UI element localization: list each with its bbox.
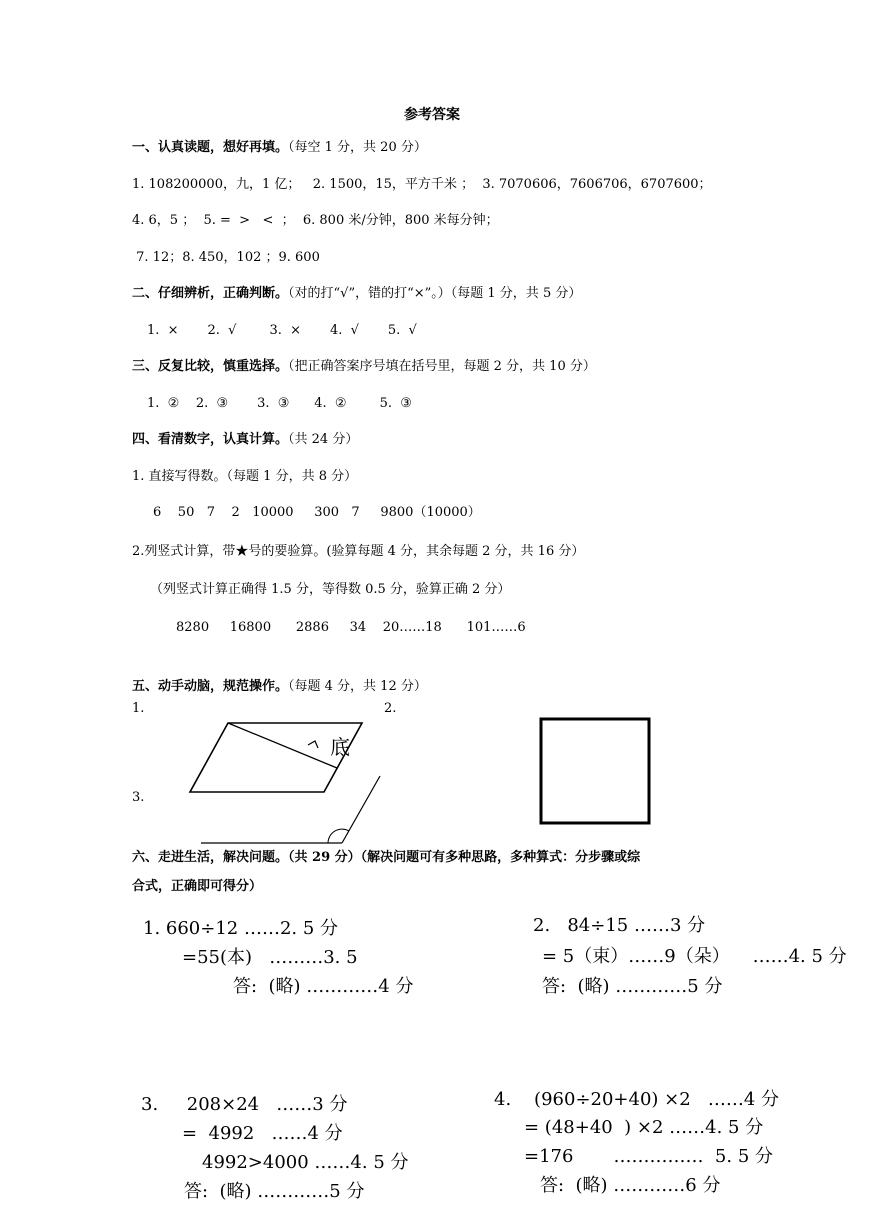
problem-6-4-line-2: = (48+40 ) ×2 ……4. 5 分 [524, 1117, 764, 1138]
section-6-heading-cont: 合式，正确即可得分） [132, 879, 263, 894]
section-4-heading: 四、看清数字，认真计算。 [132, 432, 289, 447]
section-3-heading: 三、反复比较，慎重选择。 [132, 359, 289, 374]
section-6-heading: 六、走进生活，解决问题。（共 29 分）（解决问题可有多种思路，多种算式：分步骤或综 [132, 850, 641, 865]
section-4-note: （共 24 分） [288, 432, 359, 447]
section-1-line-1: 1. 108200000，九，1 亿； 2. 1500，15，平方千米 ； 3. 7070606，7606706，6707600； [132, 177, 712, 192]
section-1-line-2: 4. 6，5 ； 5. = > < ； 6. 800 米/分钟，800 米每分钟； [132, 213, 499, 228]
section-4-sub-2: 2.列竖式计算，带★号的要验算。(验算每题 4 分，其余每题 2 分，共 16 分） [132, 544, 585, 559]
problem-1-label: 1. [132, 701, 145, 716]
section-2-answers: 1. × 2. √ 3. × 4. √ 5. √ [147, 323, 417, 338]
problem-6-1-line-1: 1. 660÷12 ……2. 5 分 [143, 918, 339, 939]
section-3-answers: 1. ② 2. ③ 3. ③ 4. ② 5. ③ [147, 396, 412, 411]
section-1-note: （每空 1 分，共 20 分） [288, 140, 427, 155]
problem-6-1-line-3: 答: (略) …………4 分 [233, 976, 414, 997]
problem-6-2-line-2: = 5（束）……9（朵） ……4. 5 分 [542, 946, 847, 967]
section-2-note: （对的打“√”，错的打“×”。）（每题 1 分，共 5 分） [288, 286, 582, 301]
problem-6-1-line-2: =55(本) ………3. 5 [182, 947, 358, 968]
problem-6-4-line-1: 4. (960÷20+40) ×2 ……4 分 [494, 1089, 780, 1110]
problem-6-2-line-1: 2. 84÷15 ……3 分 [533, 915, 706, 936]
problem-6-2-line-3: 答: (略) …………5 分 [542, 976, 723, 997]
section-3-note: （把正确答案序号填在括号里，每题 2 分，共 10 分） [288, 359, 596, 374]
base-label: 底 [330, 735, 350, 759]
section-5-heading: 五、动手动脑，规范操作。 [132, 679, 289, 694]
section-4-sub-1: 1. 直接写得数。（每题 1 分，共 8 分） [132, 469, 358, 484]
problem-3-label: 3. [132, 790, 145, 805]
section-4-sub-2-note: （列竖式计算正确得 1.5 分，等得数 0.5 分，验算正确 2 分） [150, 582, 511, 597]
square-figure [541, 719, 649, 823]
problem-2-label: 2. [384, 701, 397, 716]
section-2-heading: 二、仔细辨析，正确判断。 [132, 286, 289, 301]
section-1-heading: 一、认真读题，想好再填。 [132, 140, 289, 155]
section-5-note: （每题 4 分，共 12 分） [288, 679, 427, 694]
section-1-line-3: 7. 12；8. 450，102 ；9. 600 [132, 250, 320, 265]
problem-6-3-line-1: 3. 208×24 ……3 分 [141, 1094, 348, 1115]
problem-6-4-line-3: =176 …………… 5. 5 分 [524, 1146, 774, 1167]
problem-6-3-line-3: 4992>4000 ……4. 5 分 [202, 1152, 409, 1173]
problem-6-4-line-4: 答: (略) …………6 分 [540, 1175, 721, 1196]
page-title: 参考答案 [404, 107, 460, 123]
section-4-sub-2-answers: 8280 16800 2886 34 20……18 101……6 [176, 620, 526, 635]
angle-figure [201, 776, 380, 843]
section-4-sub-1-answers: 6 50 7 2 10000 300 7 9800（10000） [153, 505, 481, 520]
problem-6-3-line-4: 答: (略) …………5 分 [184, 1181, 365, 1202]
problem-6-3-line-2: = 4992 ……4 分 [182, 1123, 343, 1144]
